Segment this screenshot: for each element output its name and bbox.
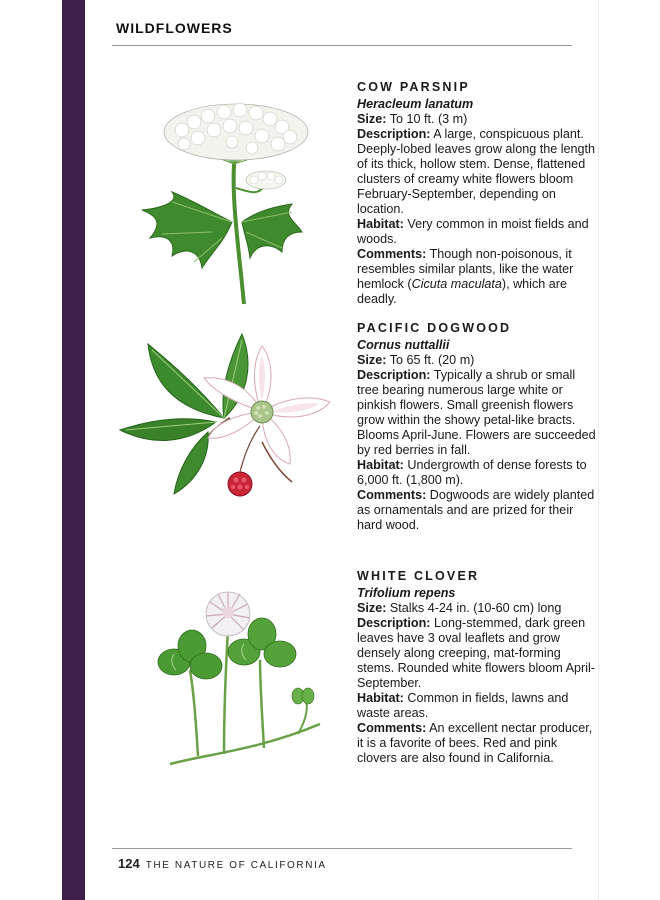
description-extra: Blooms April-June. Flowers are succeeded by red berries in fall. xyxy=(357,428,596,457)
comments-text: An excellent nectar producer, it is a favorite of bees. Red and pink clovers are also found in California. xyxy=(357,721,593,765)
pacific-dogwood-illustration xyxy=(112,322,334,504)
page-edge xyxy=(598,0,660,900)
scientific-name: Heracleum lanatum xyxy=(357,97,474,111)
comments-text: Dogwoods are widely planted as ornamentals and are prized for their hard wood. xyxy=(357,488,595,532)
habitat-label: Habitat: xyxy=(357,458,404,472)
description-text: Typically a shrub or small tree bearing numerous large white or pinkish flowers. Small greenish flowers grow within the showy petal-like bracts. xyxy=(357,368,576,427)
description-label: Description: xyxy=(357,616,431,630)
size-label: Size: xyxy=(357,112,387,126)
species-name: COW PARSNIP xyxy=(357,80,470,94)
page-number: 124 xyxy=(118,856,140,871)
size-label: Size: xyxy=(357,353,387,367)
size-value: To 10 ft. (3 m) xyxy=(389,112,468,126)
entry-white-clover xyxy=(357,569,597,766)
species-name: WHITE CLOVER xyxy=(357,569,480,583)
species-name: PACIFIC DOGWOOD xyxy=(357,321,512,335)
description-label: Description: xyxy=(357,127,431,141)
entry-pacific-dogwood xyxy=(357,321,597,533)
section-title: WILDFLOWERS xyxy=(116,20,233,36)
habitat-text: Very common in moist fields and woods. xyxy=(357,217,589,246)
header-rule xyxy=(112,45,572,46)
description-label: Description: xyxy=(357,368,431,382)
comments-italic-name: Cicuta maculata xyxy=(411,277,502,291)
description-text: Long-stemmed, dark green leaves have 3 oval leaflets and grow densely along creeping, mat-forming stems. Rounded white flowers bloom April-September. xyxy=(357,616,595,690)
footer-rule xyxy=(112,848,572,849)
habitat-label: Habitat: xyxy=(357,691,404,705)
habitat-text: Undergrowth of dense forests to 6,000 ft. (1,800 m). xyxy=(357,458,587,487)
habitat-label: Habitat: xyxy=(357,217,404,231)
book-spine-band xyxy=(62,0,85,900)
comments-text: Though non-poisonous, it resembles similar plants, like the water hemlock ( xyxy=(357,247,574,291)
scientific-name: Cornus nuttallii xyxy=(357,338,450,352)
entry-cow-parsnip xyxy=(357,80,597,307)
description-text: A large, conspicuous plant. Deeply-lobed leaves grow along the length of its thick, hollow stem. Dense, flattened clusters of creamy white flowers bloom February-September, depending on location. xyxy=(357,127,596,216)
comments-label: Comments: xyxy=(357,488,427,502)
book-title: THE NATURE OF CALIFORNIA xyxy=(145,860,327,871)
size-value: To 65 ft. (20 m) xyxy=(389,353,475,367)
comments-text-end: ), which are deadly. xyxy=(357,277,567,306)
size-value: Stalks 4-24 in. (10-60 cm) long xyxy=(389,601,562,615)
size-label: Size: xyxy=(357,601,387,615)
cow-parsnip-illustration xyxy=(132,92,314,310)
page-footer xyxy=(118,856,327,871)
comments-label: Comments: xyxy=(357,247,427,261)
white-clover-illustration xyxy=(148,584,328,770)
habitat-text: Common in fields, lawns and waste areas. xyxy=(357,691,569,720)
comments-label: Comments: xyxy=(357,721,427,735)
scientific-name: Trifolium repens xyxy=(357,586,456,600)
